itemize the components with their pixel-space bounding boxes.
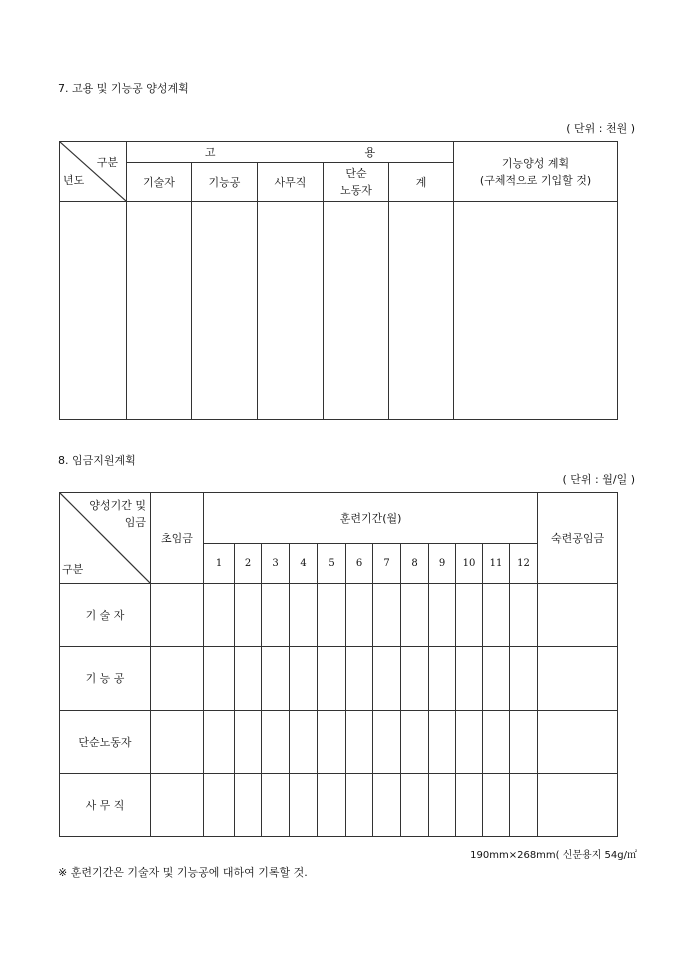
employment-header [127,142,454,163]
plan-header-line1: 기능양성 계획 [501,156,570,170]
footnote: ※ 훈련기간은 기술자 및 기능공에 대하여 기록할 것. [58,866,308,879]
month-cell-10[interactable] [456,584,483,647]
month-cell-6[interactable] [346,584,373,647]
month-cell-2[interactable] [235,647,262,711]
month-cell-9[interactable] [429,711,456,774]
laborer-cell[interactable] [324,202,389,420]
row-label-technician: 기 능 공 [60,647,151,711]
corner-label-wage: 임금 [124,516,146,529]
month-cell-5[interactable] [318,774,346,837]
month-cell-3[interactable] [262,584,290,647]
month-cell-11[interactable] [483,711,510,774]
corner-label-year: 년도 [63,174,85,187]
skilled-wage-header: 숙련공임금 [538,493,618,584]
employment-plan-table [59,141,618,420]
month-header-11: 11 [483,544,510,584]
section7-title: 7. 고용 및 기능공 양성계획 [58,82,189,95]
month-cell-12[interactable] [510,584,538,647]
month-cell-8[interactable] [401,774,429,837]
month-cell-6[interactable] [346,774,373,837]
corner-label-category: 구분 [62,563,84,576]
skilled-wage-cell[interactable] [538,774,618,837]
month-cell-5[interactable] [318,647,346,711]
row-label-engineer: 기 술 자 [60,584,151,647]
month-cell-12[interactable] [510,774,538,837]
engineer-cell[interactable] [127,202,192,420]
section7-unit: ( 단위 : 천원 ) [566,122,635,135]
month-cell-1[interactable] [204,647,235,711]
month-cell-7[interactable] [373,647,401,711]
training-period-header: 훈련기간(월) [204,493,538,544]
wage-corner-cell [60,493,151,584]
employment-header-left: 고 [204,145,216,159]
month-cell-12[interactable] [510,647,538,711]
month-cell-10[interactable] [456,647,483,711]
month-cell-4[interactable] [290,711,318,774]
technician-cell[interactable] [192,202,258,420]
month-cell-1[interactable] [204,584,235,647]
year-cell[interactable] [60,202,127,420]
col-header-engineer: 기술자 [127,163,192,202]
col-header-clerical: 사무직 [258,163,324,202]
corner-header-cell [60,142,127,202]
section8-title: 8. 임금지원계획 [58,454,136,467]
month-cell-10[interactable] [456,711,483,774]
month-cell-12[interactable] [510,711,538,774]
month-header-8: 8 [401,544,429,584]
col-header-total: 계 [389,163,454,202]
month-header-1: 1 [204,544,235,584]
month-header-9: 9 [429,544,456,584]
month-header-12: 12 [510,544,538,584]
section8-unit: ( 단위 : 월/일 ) [562,473,635,486]
month-cell-5[interactable] [318,711,346,774]
month-cell-4[interactable] [290,774,318,837]
month-cell-2[interactable] [235,711,262,774]
month-cell-1[interactable] [204,711,235,774]
paper-spec: 190mm×268mm( 신문용지 54g/㎡ [470,850,637,861]
corner-label-period: 양성기간 및 [89,499,146,512]
initial-wage-header: 초임금 [151,493,204,584]
month-cell-11[interactable] [483,647,510,711]
month-cell-4[interactable] [290,647,318,711]
month-cell-9[interactable] [429,647,456,711]
month-cell-8[interactable] [401,711,429,774]
month-cell-7[interactable] [373,584,401,647]
month-header-2: 2 [235,544,262,584]
plan-header-line2: (구체적으로 기입할 것) [479,173,592,187]
initial-wage-cell[interactable] [151,647,204,711]
month-cell-2[interactable] [235,584,262,647]
wage-support-table [59,492,618,837]
corner-label-category: 구분 [96,156,118,169]
month-cell-1[interactable] [204,774,235,837]
skilled-wage-cell[interactable] [538,647,618,711]
month-header-7: 7 [373,544,401,584]
row-label-laborer: 단순노동자 [60,711,151,774]
initial-wage-cell[interactable] [151,711,204,774]
col-header-technician: 기능공 [192,163,258,202]
month-cell-11[interactable] [483,774,510,837]
month-cell-5[interactable] [318,584,346,647]
skilled-wage-cell[interactable] [538,584,618,647]
month-cell-8[interactable] [401,647,429,711]
month-header-3: 3 [262,544,290,584]
month-header-5: 5 [318,544,346,584]
month-cell-6[interactable] [346,711,373,774]
clerical-cell[interactable] [258,202,324,420]
plan-header [454,142,618,202]
month-cell-3[interactable] [262,647,290,711]
month-cell-10[interactable] [456,774,483,837]
initial-wage-cell[interactable] [151,584,204,647]
initial-wage-cell[interactable] [151,774,204,837]
month-cell-11[interactable] [483,584,510,647]
employment-header-right: 용 [364,145,376,159]
month-cell-8[interactable] [401,584,429,647]
month-cell-3[interactable] [262,711,290,774]
month-cell-9[interactable] [429,774,456,837]
skilled-wage-cell[interactable] [538,711,618,774]
plan-cell[interactable] [454,202,618,420]
month-cell-7[interactable] [373,711,401,774]
month-cell-6[interactable] [346,647,373,711]
month-header-10: 10 [456,544,483,584]
row-label-clerical: 사 무 직 [60,774,151,837]
month-cell-3[interactable] [262,774,290,837]
total-cell[interactable] [389,202,454,420]
month-cell-2[interactable] [235,774,262,837]
month-cell-9[interactable] [429,584,456,647]
col-header-laborer: 단순 노동자 [324,163,389,202]
month-header-6: 6 [346,544,373,584]
month-cell-4[interactable] [290,584,318,647]
month-cell-7[interactable] [373,774,401,837]
month-header-4: 4 [290,544,318,584]
